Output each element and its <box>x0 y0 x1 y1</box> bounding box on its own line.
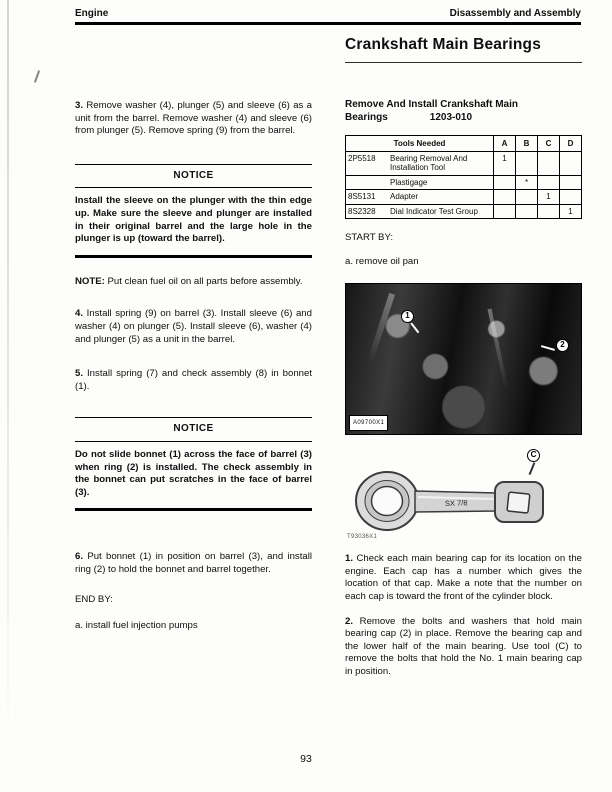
tool-description: Dial Indicator Test Group <box>390 206 478 216</box>
step-6 <box>75 551 312 576</box>
step-5-number: 5. <box>75 368 84 380</box>
tools-table-row <box>346 175 582 190</box>
rule-divider <box>75 441 312 442</box>
tools-col-a: A <box>494 136 516 152</box>
tool-c-drawing <box>345 447 580 545</box>
notice-2-text: Do not slide bonnet (1) across the face of barrel (3) when ring (2) is installed. The check assembly in the bonnet can put scratches in the face of barrel (3). <box>75 448 312 498</box>
start-by-label: START BY: <box>345 232 393 243</box>
note-label: NOTE: <box>75 275 105 287</box>
photo-highlight <box>488 309 509 390</box>
tools-table-row <box>346 204 582 219</box>
header-left-label: Engine <box>75 8 109 19</box>
section-heading-word: Bearings <box>345 112 388 123</box>
rule-divider <box>75 187 312 188</box>
left-column <box>75 100 312 633</box>
end-by-label: END BY: <box>75 594 113 606</box>
step-5 <box>75 368 312 393</box>
rule-divider <box>75 417 312 418</box>
callout-1-leader-line <box>411 323 420 333</box>
right-column <box>345 98 582 679</box>
wrench-tool-illustration <box>345 447 580 545</box>
step-4-text: Install spring (9) on barrel (3). Install sleeve (6) and washer (4) on plunger (5). Install sleeve (6), washer (4) and plunger (5) as a unit in the barrel. <box>75 308 312 345</box>
tools-col-b: B <box>516 136 538 152</box>
step-1 <box>345 553 582 603</box>
tool-qty-a: 1 <box>494 151 516 175</box>
section-heading <box>345 98 582 124</box>
tool-part-number <box>348 178 390 188</box>
tool-qty-b <box>516 204 538 219</box>
photo-callout-1: 1 <box>401 310 414 323</box>
tools-table-row <box>346 151 582 175</box>
note <box>75 276 312 289</box>
notice-1-label: NOTICE <box>173 169 214 181</box>
step-1-text: Check each main bearing cap for its location on the engine. Each cap has a number which gives the location of that cap. Make a note that the number on each cap is toward the front of the cylinder block. <box>345 553 582 602</box>
photo-callout-2: 2 <box>556 339 569 352</box>
engine-photo <box>345 283 582 435</box>
rule-divider-heavy <box>75 508 312 511</box>
tool-qty-c <box>538 175 560 190</box>
end-by-item: a. install fuel injection pumps <box>75 620 198 632</box>
tool-qty-d <box>560 175 582 190</box>
section-heading-line2 <box>345 111 582 124</box>
tool-qty-a <box>494 175 516 190</box>
step-1-number: 1. <box>345 553 354 565</box>
step-4 <box>75 308 312 346</box>
photo-highlight <box>367 293 395 363</box>
tool-qty-a <box>494 190 516 205</box>
step-2 <box>345 616 582 679</box>
start-by-item: a. remove oil pan <box>345 255 419 267</box>
drawing-id-label: T93036X1 <box>347 533 378 540</box>
callout-2-leader-line <box>541 345 555 350</box>
step-3 <box>75 100 312 138</box>
tools-table-row <box>346 190 582 205</box>
tool-qty-c <box>538 151 560 175</box>
tool-part-number: 8S5131 <box>348 192 376 201</box>
tool-qty-a <box>494 204 516 219</box>
tool-qty-d: 1 <box>560 204 582 219</box>
tool-qty-c: 1 <box>538 190 560 205</box>
tools-col-c: C <box>538 136 560 152</box>
header-right-label: Disassembly and Assembly <box>449 8 581 19</box>
tool-qty-b: * <box>516 175 538 190</box>
tool-part-number: 2P5518 <box>348 153 376 163</box>
tools-col-d: D <box>560 136 582 152</box>
section-heading-line1: Remove And Install Crankshaft Main <box>345 99 518 110</box>
tool-qty-d <box>560 190 582 205</box>
page-title: Crankshaft Main Bearings <box>345 36 582 63</box>
tools-table-header-row <box>346 136 582 152</box>
tools-needed-table <box>345 135 582 219</box>
scan-artifact-mark <box>34 70 40 83</box>
step-6-text: Put bonnet (1) in position on barrel (3), and install ring (2) to hold the bonnet and barrel together. <box>75 551 312 575</box>
tool-description: Bearing Removal And Installation Tool <box>390 153 468 172</box>
step-2-text: Remove the bolts and washers that hold main bearing cap (2) in place. Remove the bearing cap and the lower half of the main bearing. Use tool (C) to remove the bolts that hold the No. 1 main bearing cap in position. <box>345 615 582 677</box>
notice-1-text: Install the sleeve on the plunger with the thin edge up. Make sure the sleeve and plunger are installed in their original barrel and the large hole in the plunger is up (toward the barrel). <box>75 195 312 245</box>
page-header <box>75 8 581 25</box>
page-number: 93 <box>300 753 312 765</box>
photo-id-label: A09700X1 <box>349 415 388 432</box>
tool-stamp-text: SX 7/8 <box>444 498 468 509</box>
notice-2-label: NOTICE <box>173 423 214 435</box>
tool-qty-b <box>516 151 538 175</box>
note-text: Put clean fuel oil on all parts before assembly. <box>107 275 303 287</box>
scan-artifact-edge <box>7 0 9 792</box>
tool-description: Adapter <box>390 192 419 201</box>
notice-box-2 <box>75 417 312 511</box>
tool-qty-d <box>560 151 582 175</box>
step-4-number: 4. <box>75 308 84 320</box>
section-form-code: 1203-010 <box>429 112 473 123</box>
drawing-callout-c: C <box>527 449 540 462</box>
tool-qty-c <box>538 204 560 219</box>
tool-qty-b <box>516 190 538 205</box>
step-6-number: 6. <box>75 551 84 563</box>
notice-box-1 <box>75 164 312 258</box>
rule-divider-heavy <box>75 255 312 258</box>
tools-table-title: Tools Needed <box>346 136 494 152</box>
step-3-text: Remove washer (4), plunger (5) and sleeve (6) as a unit from the barrel. Remove washer (4) and sleeve (6) from plunger (5). Remove spring (9) from the barrel. <box>75 100 312 137</box>
step-3-number: 3. <box>75 100 84 111</box>
tool-description: Plastigage <box>390 177 428 187</box>
step-2-number: 2. <box>345 615 354 627</box>
rule-divider <box>75 164 312 165</box>
tool-part-number: 8S2328 <box>348 206 376 216</box>
step-5-text: Install spring (7) and check assembly (8) in bonnet (1). <box>75 368 312 392</box>
